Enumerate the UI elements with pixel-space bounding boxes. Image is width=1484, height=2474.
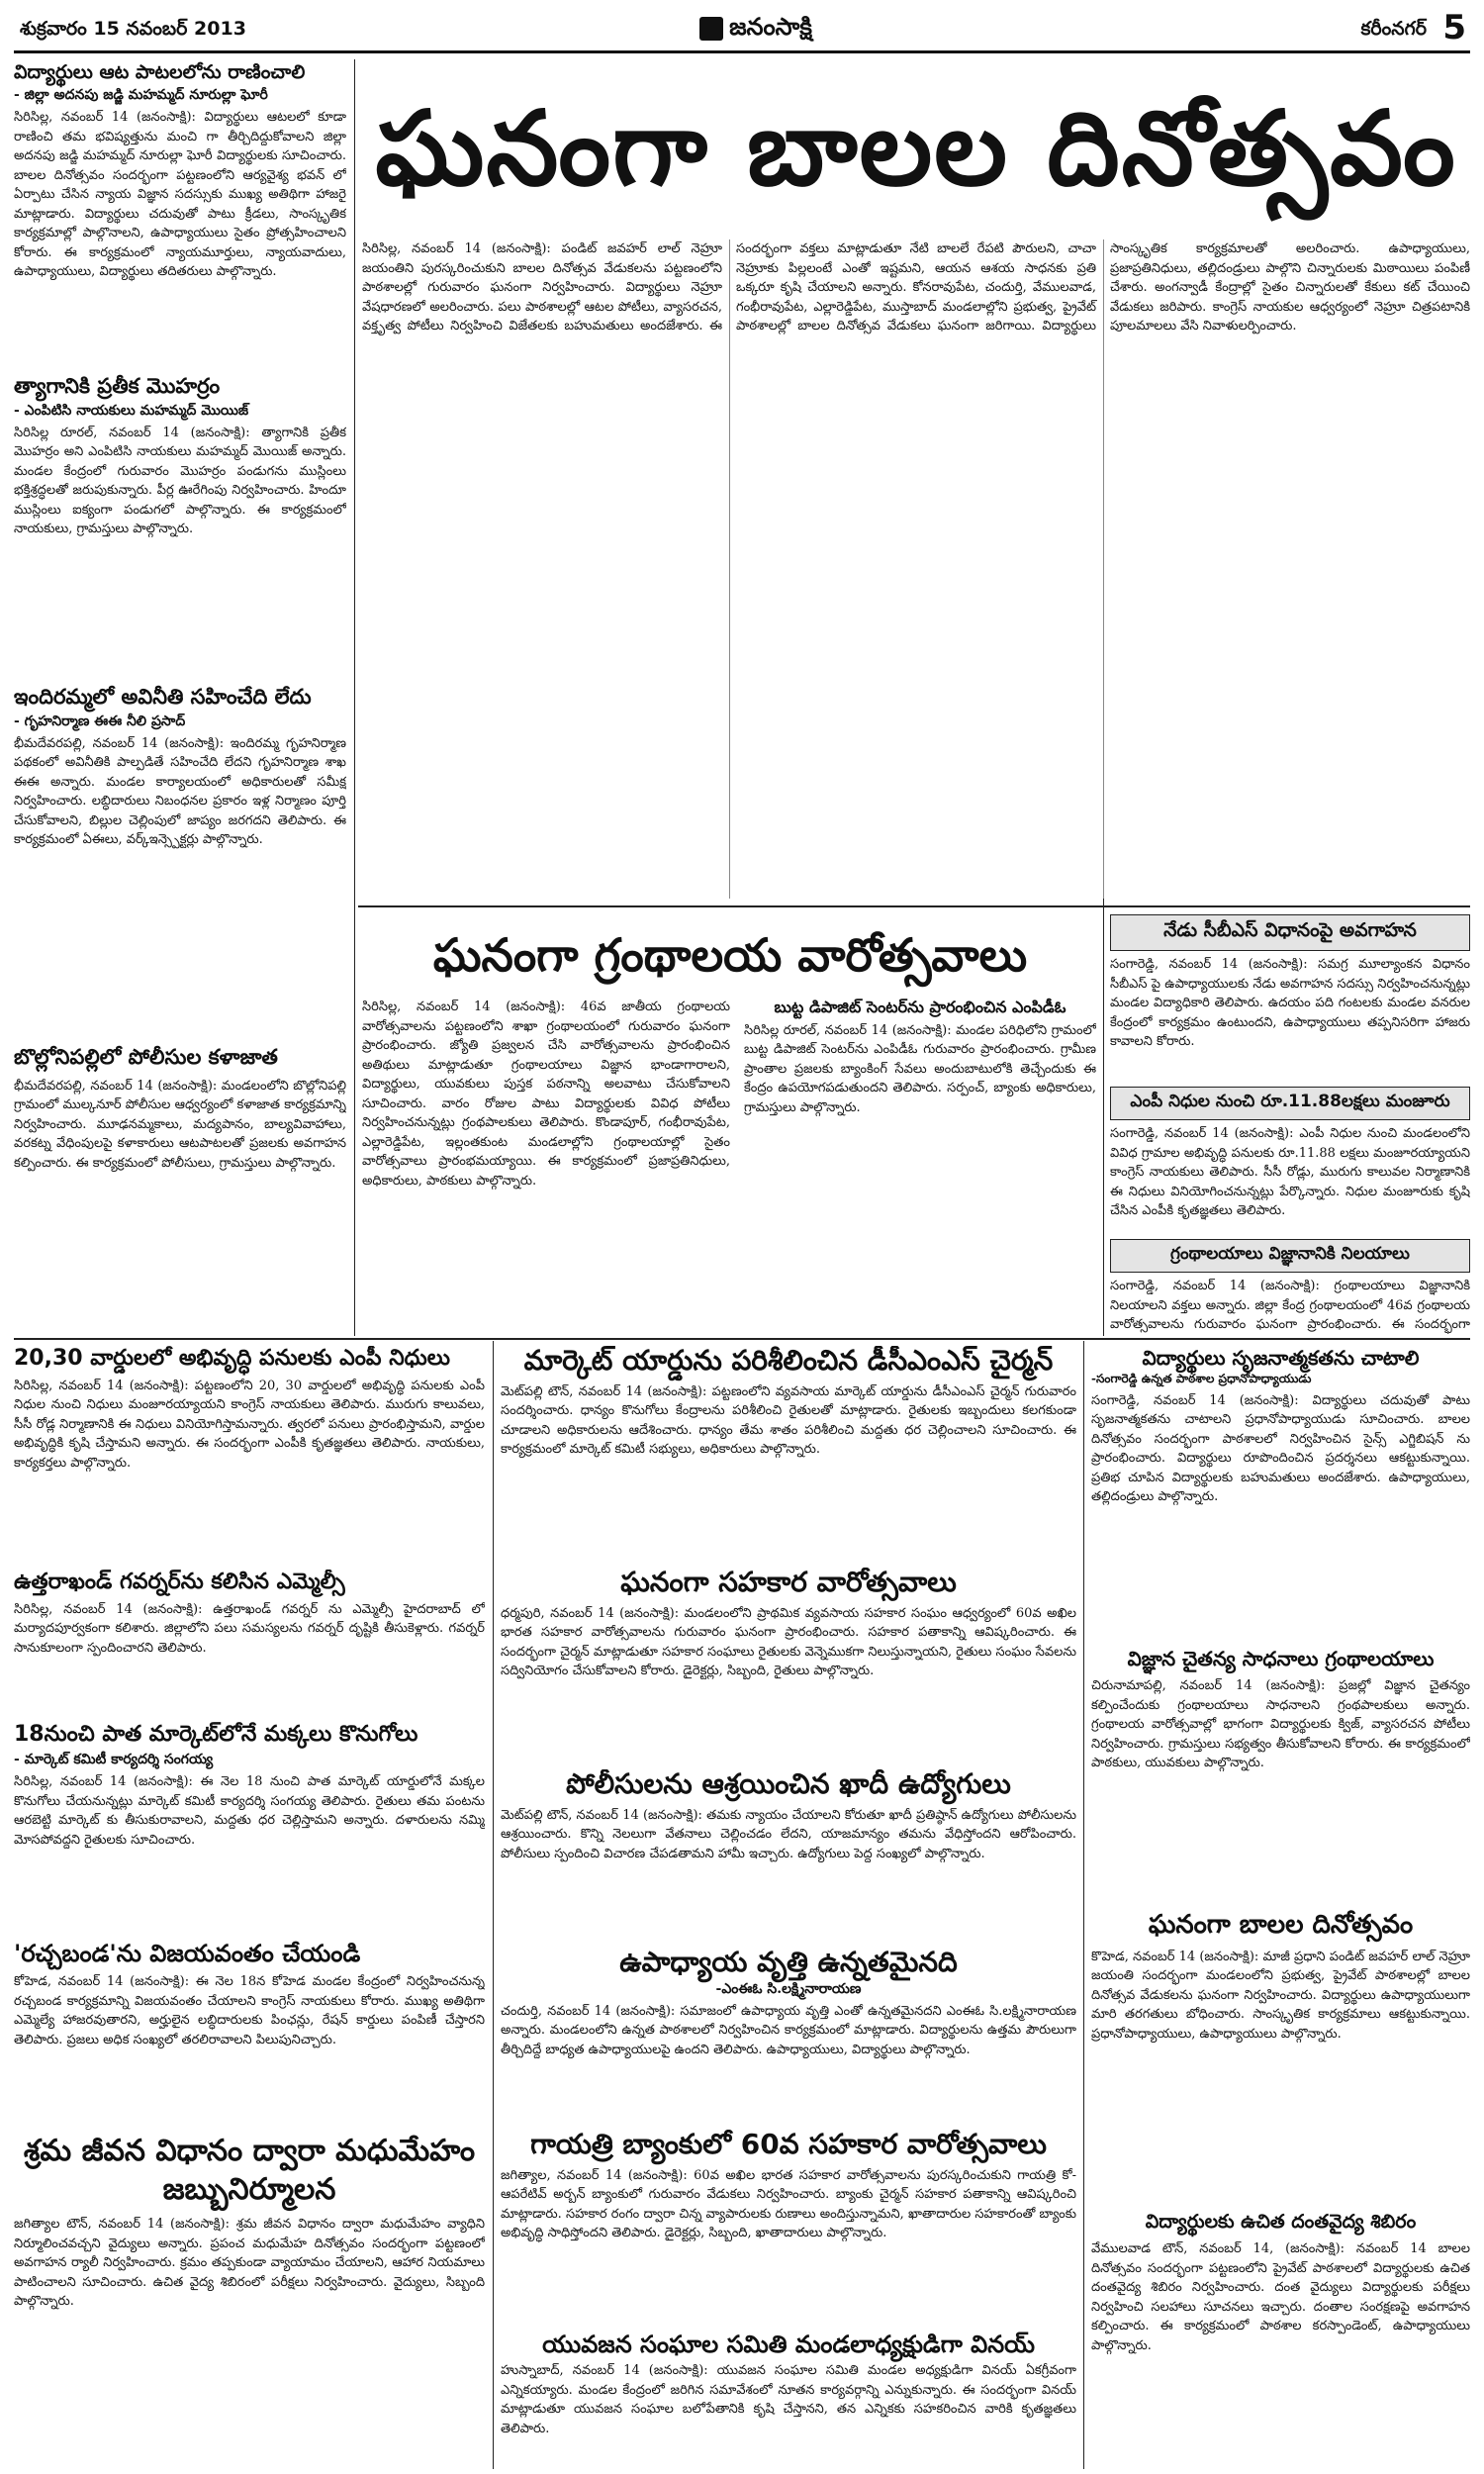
article-title: 18నుంచి పాత మార్కెట్‌లోనే మక్కలు కొనుగోలు (14, 1722, 418, 1747)
article-body: మెట్‌పల్లి టౌన్, నవంబర్ 14 (జనంసాక్షి): పట్టణంలోని వ్యవసాయ మార్కెట్ యార్డును డీసీఎంఎస్ చైర్మన్ గురువారం సందర్శించారు. ధాన్యం కొనుగోలు కేంద్రాలను పరిశీలించి రైతులతో మాట్లాడారు. రైతులకు ఇబ్బందులు కలగకుండా చూడాలని అధికారులను ఆదేశించారు. ధాన్యం తేమ శాతం పరిశీలించి మద్దతు ధర చెల్లించాలని సూచించారు. ఈ కార్యక్రమంలో మార్కెట్ కమిటీ సభ్యులు, అధికారులు పాల్గొన్నారు. (501, 1383, 1076, 1458)
article-title: ఇందిరమ్మలో అవినీతి సహించేది లేదు (14, 685, 312, 709)
column-rule (1083, 1341, 1084, 2469)
article-byline: - జిల్లా అదనపు జడ్జి మహమ్మద్ నూరుల్లా ఘోరీ (14, 87, 268, 104)
library-week-headline (362, 916, 1098, 994)
libraries-box (1110, 1239, 1470, 1334)
box-body: సంగారెడ్డి, నవంబర్ 14 (జనంసాక్షి): సమగ్ర మూల్యాంకన విధానం సీబీఎస్ పై ఉపాధ్యాయులకు నేడు అవగాహన సదస్సు నిర్వహించనున్నట్లు మండల విద్యాధికారి తెలిపారు. ఉదయం పది గంటలకు మండల వనరుల కేంద్రంలో కార్యక్రమం ఉంటుందని, ఉపాధ్యాయులు తప్పనిసరిగా హాజరు కావాలని కోరారు. (1110, 957, 1470, 1049)
box-title: నేడు సీబీఎస్ విధానంపై అవగాహన (1110, 914, 1470, 951)
column-rule (354, 59, 355, 1336)
deposit-center-article (744, 998, 1096, 1330)
article-title: 'రచ్చబండ'ను విజయవంతం చేయండి (14, 1940, 361, 1967)
article-body: జగిత్యాల టౌన్, నవంబర్ 14 (జనంసాక్షి): శ్రమ జీవన విధానం ద్వారా మధుమేహం వ్యాధిని నిర్మూలించవచ్చని వైద్యులు అన్నారు. ప్రపంచ మధుమేహ దినోత్సవం సందర్భంగా పట్టణంలో అవగాహన ర్యాలీ నిర్వహించారు. క్రమం తప్పకుండా వ్యాయామం చేయాలని, ఆహార నియమాలు పాటించాలని సూచించారు. ఉచిత వైద్య శిబిరంలో పరీక్షలు నిర్వహించారు. వైద్యులు, సిబ్బంది పాల్గొన్నారు. (14, 2217, 485, 2309)
article-youth (501, 2331, 1076, 2466)
article-body: సిరిసిల్ల, నవంబర్ 14 (జనంసాక్షి): ఉత్తరాఖండ్ గవర్నర్ ను ఎమ్మెల్సీ హైదరాబాద్ లో మర్యాదపూర్వకంగా కలిశారు. జిల్లాలోని పలు సమస్యలను గవర్నర్ దృష్టికి తీసుకెళ్లారు. గవర్నర్ సానుకూలంగా స్పందించారని తెలిపారు. (14, 1601, 485, 1656)
article-body: చందుర్తి, నవంబర్ 14 (జనంసాక్షి): సమాజంలో ఉపాధ్యాయ వృత్తి ఎంతో ఉన్నతమైనదని ఎంఈఓ సి.లక్ష్మినారాయణ అన్నారు. మండలంలోని ఉన్నత పాఠశాలలో నిర్వహించిన కార్యక్రమంలో మాట్లాడారు. విద్యార్థులను ఉత్తమ పౌరులుగా తీర్చిదిద్దే బాధ్యత ఉపాధ్యాయులపై ఉందని తెలిపారు. ఉపాధ్యాయులు, విద్యార్థులు పాల్గొన్నారు. (501, 2003, 1076, 2057)
article-title: బొల్లోనిపల్లిలో పోలీసుల కళాజాత (14, 1045, 278, 1069)
article-byline: -ఎంఈఓ సి.లక్ష్మినారాయణ (715, 1980, 862, 1997)
edition-city: కరీంనగర్ (1360, 18, 1427, 40)
article-body: హుస్నాబాద్, నవంబర్ 14 (జనంసాక్షి): యువజన సంఘాల సమితి మండల అధ్యక్షుడిగా వినయ్ ఏకగ్రీవంగా ఎన్నికయ్యారు. మండల కేంద్రంలో జరిగిన సమావేశంలో నూతన కార్యవర్గాన్ని ఎన్నుకున్నారు. ఈ సందర్భంగా వినయ్ మాట్లాడుతూ యువజన సంఘాల బలోపేతానికి కృషి చేస్తానని, తన ఎన్నికకు సహకరించిన వారికి కృతజ్ఞతలు తెలిపారు. (501, 2363, 1076, 2436)
article-title: ఘనంగా సహకార వారోత్సవాలు (620, 1568, 957, 1598)
mp-fund-box (1110, 1087, 1470, 1235)
box-body: సంగారెడ్డి, నవంబర్ 14 (జనంసాక్షి): ఎంపీ నిధుల నుంచి మండలంలోని వివిధ గ్రామాల అభివృద్ధి పనులకు రూ.11.88 లక్షలు మంజూరయ్యాయని కాంగ్రెస్ నాయకులు తెలిపారు. సీసీ రోడ్లు, మురుగు కాలువల నిర్మాణానికి ఈ నిధులు వినియోగించనున్నట్లు పేర్కొన్నారు. నిధుల మంజూరుకు కృషి చేసిన ఎంపీకి కృతజ్ఞతలు తెలిపారు. (1110, 1126, 1470, 1218)
issue-date: శుక్రవారం 15 నవంబర్ 2013 (20, 18, 246, 40)
article-rachabanda (14, 1940, 485, 2128)
article-khadi (501, 1769, 1076, 1944)
article-coop-week (501, 1568, 1076, 1765)
article-body: సిరిసిల్ల, నవంబర్ 14 (జనంసాక్షి): విద్యార్థులు ఆటలలో కూడా రాణించి తమ భవిష్యత్తును మంచి గా తీర్చిదిద్దుకోవాలని జిల్లా అదనపు జడ్జి మహమ్మద్ నూరుల్లా ఘోరీ విద్యార్థులకు సూచించారు. బాలల దినోత్సవం సందర్భంగా పట్టణంలోని ఆర్యవైశ్య భవన్ లో ఏర్పాటు చేసిన న్యాయ విజ్ఞాన సదస్సుకు ముఖ్య అతిథిగా హాజరై మాట్లాడారు. విద్యార్థులు చదువుతో పాటు క్రీడలు, సాంస్కృతిక కార్యక్రమాల్లో పాల్గొనాలని, ఉపాధ్యాయులు సైతం ప్రోత్సహించాలని కోరారు. ఈ కార్యక్రమంలో న్యాయమూర్తులు, న్యాయవాదులు, ఉపాధ్యాయులు, విద్యార్థులు తదితరులు పాల్గొన్నారు. (14, 110, 346, 280)
masthead (647, 10, 865, 48)
article-indiramma (14, 685, 346, 1041)
masthead-title: జనంసాక్షి (729, 11, 812, 41)
article-title: విజ్ఞాన చైతన్య సాధనాలు గ్రంథాలయాలు (1127, 1647, 1435, 1670)
article-title: యువజన సంఘాల సమితి మండలాధ్యక్షుడిగా వినయ్ (542, 2331, 1035, 2358)
main-headline (362, 61, 1470, 236)
article-byline: - ఎంపిటిసి నాయకులు మహమ్మద్ మొయిజ్ (14, 402, 249, 419)
masthead-logo-icon (699, 17, 723, 41)
article-knowledge (1091, 1647, 1470, 1906)
column-rule (1103, 836, 1104, 1336)
article-body: సిరిసిల్ల రూరల్, నవంబర్ 14 (జనంసాక్షి): మండల పరిధిలోని గ్రామంలో బుట్ట డిపాజిట్ సెంటర్‌ను ఎంపిడీఓ గురువారం ప్రారంభించారు. గ్రామీణ ప్రాంతాల ప్రజలకు బ్యాంకింగ్ సేవలు అందుబాటులోకి తెచ్చేందుకు ఈ కేంద్రం ఉపయోగపడుతుందని తెలిపారు. సర్పంచ్, బ్యాంకు అధికారులు, గ్రామస్తులు పాల్గొన్నారు. (744, 1022, 1096, 1115)
article-body: సిరిసిల్ల, నవంబర్ 14 (జనంసాక్షి): పట్టణంలోని 20, 30 వార్డులలో అభివృద్ధి పనులకు ఎంపీ నిధుల నుంచి నిధులు మంజూరయ్యాయని కాంగ్రెస్ నాయకులు తెలిపారు. మురుగు కాలువలు, సీసీ రోడ్ల నిర్మాణానికి ఈ నిధులు వినియోగిస్తామన్నారు. త్వరలో పనులు ప్రారంభిస్తామని, వార్డుల అభివృద్ధికి కృషి చేస్తామని అన్నారు. ఈ సందర్భంగా ఎంపీకి కృతజ్ఞతలు తెలిపారు. నాయకులు, కార్యకర్తలు పాల్గొన్నారు. (14, 1378, 485, 1471)
lead-article-body: సిరిసిల్ల, నవంబర్ 14 (జనంసాక్షి): పండిట్ జవహర్ లాల్ నెహ్రూ జయంతిని పురస్కరించుకుని బాలల దినోత్సవ వేడుకలను పట్టణంలోని పాఠశాలల్లో గురువారం ఘనంగా నిర్వహించారు. విద్యార్థులు నెహ్రూ వేషధారణలో అలరించారు. పలు పాఠశాలల్లో ఆటల పోటీలు, వ్యాసరచన, వక్తృత్వ పోటీలు నిర్వహించి విజేతలకు బహుమతులు అందజేశారు. ఈ సందర్భంగా వక్తలు మాట్లాడుతూ నేటి బాలలే రేపటి పౌరులని, చాచా నెహ్రూకు పిల్లలంటే ఎంతో ఇష్టమని, ఆయన ఆశయ సాధనకు ప్రతి ఒక్కరూ కృషి చేయాలని అన్నారు. కోనరావుపేట, చందుర్తి, వేములవాడ, గంభీరావుపేట, ఎల్లారెడ్డిపేట, ముస్తాబాద్ మండలాల్లోని ప్రభుత్వ, ప్రైవేట్ పాఠశాలల్లో బాలల దినోత్సవ వేడుకలు ఘనంగా జరిగాయి. విద్యార్థులు సాంస్కృతిక కార్యక్రమాలతో అలరించారు. ఉపాధ్యాయులు, ప్రజాప్రతినిధులు, తల్లిదండ్రులు పాల్గొని చిన్నారులకు మిఠాయిలు పంపిణీ చేశారు. అంగన్వాడీ కేంద్రాల్లో సైతం చిన్నారులతో కేకులు కట్ చేయించి వేడుకలు జరిపారు. కాంగ్రెస్ నాయకుల ఆధ్వర్యంలో నెహ్రూ చిత్రపటానికి పూలమాలలు వేసి నివాళులర్పించారు. (362, 241, 1470, 333)
box-body: సంగారెడ్డి, నవంబర్ 14 (జనంసాక్షి): గ్రంథాలయాలు విజ్ఞానానికి నిలయాలని వక్తలు అన్నారు. జిల్లా కేంద్ర గ్రంథాలయంలో 46వ గ్రంథాలయ వారోత్సవాలను గురువారం ఘనంగా ప్రారంభించారు. ఈ సందర్భంగా (1110, 1279, 1470, 1332)
article-byline: - గృహనిర్మాణ ఈఈ నీలి ప్రసాద్ (14, 713, 186, 729)
article-body: భీమదేవరపల్లి, నవంబర్ 14 (జనంసాక్షి): మండలంలోని బొల్లోనిపల్లి గ్రామంలో ముల్కనూర్ పోలీసుల ఆధ్వర్యంలో కళాజాత కార్యక్రమాన్ని నిర్వహించారు. మూఢనమ్మకాలు, మద్యపానం, బాల్యవివాహాలు, వరకట్న వేధింపులపై కళాకారులు ఆటపాటలతో ప్రజలకు అవగాహన కల్పించారు. ఈ కార్యక్రమంలో పోలీసులు, గ్రామస్తులు పాల్గొన్నారు. (14, 1078, 346, 1171)
section-rule (358, 905, 1470, 907)
main-headline-text: ఘనంగా బాలల దినోత్సవం (375, 88, 1457, 209)
article-byline: - మార్కెట్ కమిటీ కార్యదర్శి సంగయ్య (14, 1751, 214, 1767)
article-title: ఉపాధ్యాయ వృత్తి ఉన్నతమైనది (619, 1948, 958, 1978)
article-kalajatha (14, 1045, 346, 1332)
article-title: విద్యార్థులకు ఉచిత దంతవైద్య శిబిరం (1145, 2211, 1417, 2233)
article-body: భీమదేవరపల్లి, నవంబర్ 14 (జనంసాక్షి): ఇందిరమ్మ గృహనిర్మాణ పథకంలో అవినీతికి పాల్పడితే సహించేది లేదని గృహనిర్మాణ శాఖ ఈఈ అన్నారు. మండల కార్యాలయంలో అధికారులతో సమీక్ష నిర్వహించారు. లబ్ధిదారులు నిబంధనల ప్రకారం ఇళ్ల నిర్మాణం పూర్తి చేసుకోవాలని, బిల్లుల చెల్లింపులో జాప్యం జరగదని తెలిపారు. ఈ కార్యక్రమంలో ఏఈలు, వర్క్ఇన్స్పెక్టర్లు పాల్గొన్నారు. (14, 735, 346, 848)
article-students-games (14, 61, 346, 370)
article-dental-camp (1091, 2211, 1470, 2466)
article-title: మార్కెట్ యార్డును పరిశీలించిన డీసీఎంఎస్ చైర్మన్ (523, 1346, 1054, 1377)
article-teacher (501, 1948, 1076, 2126)
article-title: పోలీసులను ఆశ్రయించిన ఖాదీ ఉద్యోగులు (566, 1769, 1011, 1800)
article-byline: -సంగారెడ్డి ఉన్నత పాఠశాల ప్రధానోపాధ్యాయుడు (1091, 1372, 1312, 1386)
article-diabetes (14, 2132, 485, 2464)
library-week-body: సిరిసిల్ల, నవంబర్ 14 (జనంసాక్షి): 46వ జాతీయ గ్రంథాలయ వారోత్సవాలను పట్టణంలోని శాఖా గ్రంథాలయంలో గురువారం ఘనంగా ప్రారంభించారు. జ్యోతి ప్రజ్వలన చేసి వారోత్సవాలను ప్రారంభించిన అతిథులు మాట్లాడుతూ గ్రంథాలయాలు విజ్ఞాన భాండాగారాలని, విద్యార్థులు, యువకులు పుస్తక పఠనాన్ని అలవాటు చేసుకోవాలని సూచించారు. వారం రోజుల పాటు విద్యార్థులకు వివిధ పోటీలు నిర్వహించనున్నట్లు గ్రంథపాలకులు తెలిపారు. కొండాపూర్, గంభీరావుపేట, ఎల్లారెడ్డిపేట, ఇల్లంతకుంట మండలాల్లోని గ్రంథాలయాల్లో సైతం వారోత్సవాలు ప్రారంభమయ్యాయి. ఈ కార్యక్రమంలో ప్రజాప్రతినిధులు, అధికారులు, పాఠకులు పాల్గొన్నారు. (362, 999, 730, 1189)
article-maize-market (14, 1722, 485, 1936)
article-body: కొహెడ, నవంబర్ 14 (జనంసాక్షి): మాజీ ప్రధాని పండిట్ జవహర్ లాల్ నెహ్రూ జయంతి సందర్భంగా మండలంలోని ప్రభుత్వ, ప్రైవేట్ పాఠశాలల్లో బాలల దినోత్సవ వేడుకలను ఘనంగా నిర్వహించారు. విద్యార్థులు ఉపాధ్యాయులుగా మారి తరగతులు బోధించారు. సాంస్కృతిక కార్యక్రమాలు ఆకట్టుకున్నాయి. ప్రధానోపాధ్యాయులు, ఉపాధ్యాయులు పాల్గొన్నారు. (1091, 1949, 1470, 2042)
article-title: విద్యార్థులు సృజనాత్మకతను చాటాలి (1142, 1346, 1420, 1370)
box-title: గ్రంథాలయాలు విజ్ఞానానికి నిలయాలు (1110, 1239, 1470, 1273)
article-body: సిరిసిల్ల, నవంబర్ 14 (జనంసాక్షి): ఈ నెల 18 నుంచి పాత మార్కెట్ యార్డులోనే మక్కల కొనుగోలు చేయనున్నట్లు మార్కెట్ కమిటీ కార్యదర్శి సంగయ్య తెలిపారు. రైతులు తమ పంటను ఆరబెట్టి మార్కెట్ కు తీసుకురావాలని, మద్దతు ధర చెల్లిస్తామని అన్నారు. దళారులను నమ్మి మోసపోవద్దని రైతులకు సూచించారు. (14, 1774, 485, 1848)
library-week-title: ఘనంగా గ్రంథాలయ వారోత్సవాలు (432, 927, 1028, 982)
article-creativity (1091, 1346, 1470, 1643)
article-moharram (14, 374, 346, 681)
article-body: సంగారెడ్డి, నవంబర్ 14 (జనంసాక్షి): విద్యార్థులు చదువుతో పాటు సృజనాత్మకతను చాటాలని ప్రధానోపాధ్యాయుడు సూచించారు. బాలల దినోత్సవం సందర్భంగా పాఠశాలలో నిర్వహించిన సైన్స్ ఎగ్జిబిషన్ ను ప్రారంభించారు. విద్యార్థులు రూపొందించిన ప్రదర్శనలు ఆకట్టుకున్నాయి. ప్రతిభ చూపిన విద్యార్థులకు బహుమతులు అందజేశారు. ఉపాధ్యాయులు, తల్లిదండ్రులు పాల్గొన్నారు. (1091, 1392, 1470, 1505)
article-body: వేములవాడ టౌన్, నవంబర్ 14, (జనంసాక్షి): నవంబర్ 14 బాలల దినోత్సవం సందర్భంగా పట్టణంలోని ప్రైవేట్ పాఠశాలలో విద్యార్థులకు ఉచిత దంతవైద్య శిబిరం నిర్వహించారు. దంత వైద్యులు విద్యార్థులకు పరీక్షలు నిర్వహించి సలహాలు సూచనలు ఇచ్చారు. దంతాల సంరక్షణపై అవగాహన కల్పించారు. ఈ కార్యక్రమంలో పాఠశాల కరస్పాండెంట్, ఉపాధ్యాయులు పాల్గొన్నారు. (1091, 2241, 1470, 2353)
article-childrens-day-kohed (1091, 1910, 1470, 2207)
cbse-box (1110, 914, 1470, 1083)
page-number: 5 (1442, 8, 1466, 48)
page-header (14, 6, 1470, 53)
article-title: ఉత్తరాఖండ్ గవర్నర్‌ను కలిసిన ఎమ్మెల్సీ (14, 1570, 345, 1594)
article-body: జగిత్యాల, నవంబర్ 14 (జనంసాక్షి): 60వ అఖిల భారత సహకార వారోత్సవాలను పురస్కరించుకుని గాయత్రి కో-ఆపరేటివ్ అర్బన్ బ్యాంకులో గురువారం వేడుకలు నిర్వహించారు. బ్యాంకు చైర్మన్ సహకార పతాకాన్ని ఆవిష్కరించి మాట్లాడారు. సహకార రంగం ద్వారా చిన్న వ్యాపారులకు రుణాలు అందిస్తున్నామని, ఖాతాదారుల సహకారంతో బ్యాంకు అభివృద్ధి సాధిస్తోందని తెలిపారు. డైరెక్టర్లు, సిబ్బంది, ఖాతాదారులు పాల్గొన్నారు. (501, 2167, 1076, 2241)
column-rule (493, 1341, 494, 2469)
article-dcms (501, 1346, 1076, 1564)
article-title: బుట్ట డిపాజిట్ సెంటర్‌ను ప్రారంభించిన ఎంపిడీఓ (774, 998, 1067, 1016)
article-gayatri-bank (501, 2130, 1076, 2328)
article-body: సిరిసిల్ల రూరల్, నవంబర్ 14 (జనంసాక్షి): త్యాగానికి ప్రతీక మొహర్రం అని ఎంపిటిసి నాయకులు మహమ్మద్ మొయిజ్ అన్నారు. మండల కేంద్రంలో గురువారం మొహర్రం పండుగను ముస్లింలు భక్తిశ్రద్ధలతో జరుపుకున్నారు. పీర్ల ఊరేగింపు నిర్వహించారు. హిందూ ముస్లింలు ఐక్యంగా పండుగలో పాల్గొన్నారు. ఈ కార్యక్రమంలో నాయకులు, గ్రామస్తులు పాల్గొన్నారు. (14, 425, 346, 537)
box-title: ఎంపీ నిధుల నుంచి రూ.11.88లక్షలు మంజూరు (1110, 1087, 1470, 1120)
article-body: మెట్‌పల్లి టౌన్, నవంబర్ 14 (జనంసాక్షి): తమకు న్యాయం చేయాలని కోరుతూ ఖాదీ ప్రతిష్ఠాన్ ఉద్యోగులు పోలీసులను ఆశ్రయించారు. కొన్ని నెలలుగా వేతనాలు చెల్లించడం లేదని, యాజమాన్యం తమను వేధిస్తోందని ఆరోపించారు. పోలీసులు స్పందించి విచారణ చేపడతామని హామీ ఇచ్చారు. ఉద్యోగులు పెద్ద సంఖ్యలో పాల్గొన్నారు. (501, 1807, 1076, 1861)
article-body: కోహెడ, నవంబర్ 14 (జనంసాక్షి): ఈ నెల 18న కోహెడ మండల కేంద్రంలో నిర్వహించనున్న రచ్చబండ కార్యక్రమాన్ని విజయవంతం చేయాలని కాంగ్రెస్ నాయకులు కోరారు. ముఖ్య అతిథిగా ఎమ్మెల్యే హాజరవుతారని, అర్హులైన లబ్ధిదారులకు పింఛన్లు, రేషన్ కార్డులు పంపిణీ చేస్తారని తెలిపారు. ప్రజలు అధిక సంఖ్యలో తరలిరావాలని పిలుపునిచ్చారు. (14, 1974, 485, 2047)
article-body: ధర్మపురి, నవంబర్ 14 (జనంసాక్షి): మండలంలోని ప్రాథమిక వ్యవసాయ సహకార సంఘం ఆధ్వర్యంలో 60వ అఖిల భారత సహకార వారోత్సవాలను గురువారం ఘనంగా ప్రారంభించారు. సహకార పతాకాన్ని ఆవిష్కరించారు. ఈ సందర్భంగా చైర్మన్ మాట్లాడుతూ సహకార సంఘాలు రైతులకు వెన్నెముకగా నిలుస్తున్నాయని, రైతులు సంఘం సేవలను సద్వినియోగం చేసుకోవాలని కోరారు. డైరెక్టర్లు, సిబ్బంది, రైతులు పాల్గొన్నారు. (501, 1605, 1076, 1679)
article-title: విద్యార్థులు ఆట పాటలలోను రాణించాలి (14, 61, 306, 83)
article-uttarakhand (14, 1570, 485, 1718)
article-title: త్యాగానికి ప్రతీక మొహర్రం (14, 374, 221, 398)
article-title: ఘనంగా బాలల దినోత్సవం (1148, 1910, 1414, 1940)
article-title: శ్రమ జీవన విధానం ద్వారా మధుమేహం జబ్బునిర్మూలన (23, 2134, 476, 2207)
article-body: చిరునామాపల్లి, నవంబర్ 14 (జనంసాక్షి): ప్రజల్లో విజ్ఞాన చైతన్యం కల్పించేందుకు గ్రంథాలయాలు సాధనాలని గ్రంథపాలకులు అన్నారు. గ్రంథాలయ వారోత్సవాల్లో భాగంగా విద్యార్థులకు క్విజ్, వ్యాసరచన పోటీలు నిర్వహించారు. గ్రామస్తులు సభ్యత్వం తీసుకోవాలని కోరారు. ఈ కార్యక్రమంలో పాఠకులు, యువకులు పాల్గొన్నారు. (1091, 1678, 1470, 1771)
article-title: గాయత్రి బ్యాంకులో 60వ సహకార వారోత్సవాలు (530, 2130, 1047, 2160)
article-ward-works (14, 1346, 485, 1566)
section-rule (14, 1338, 1470, 1340)
article-title: 20,30 వార్డులలో అభివృద్ధి పనులకు ఎంపీ నిధులు (14, 1346, 451, 1371)
